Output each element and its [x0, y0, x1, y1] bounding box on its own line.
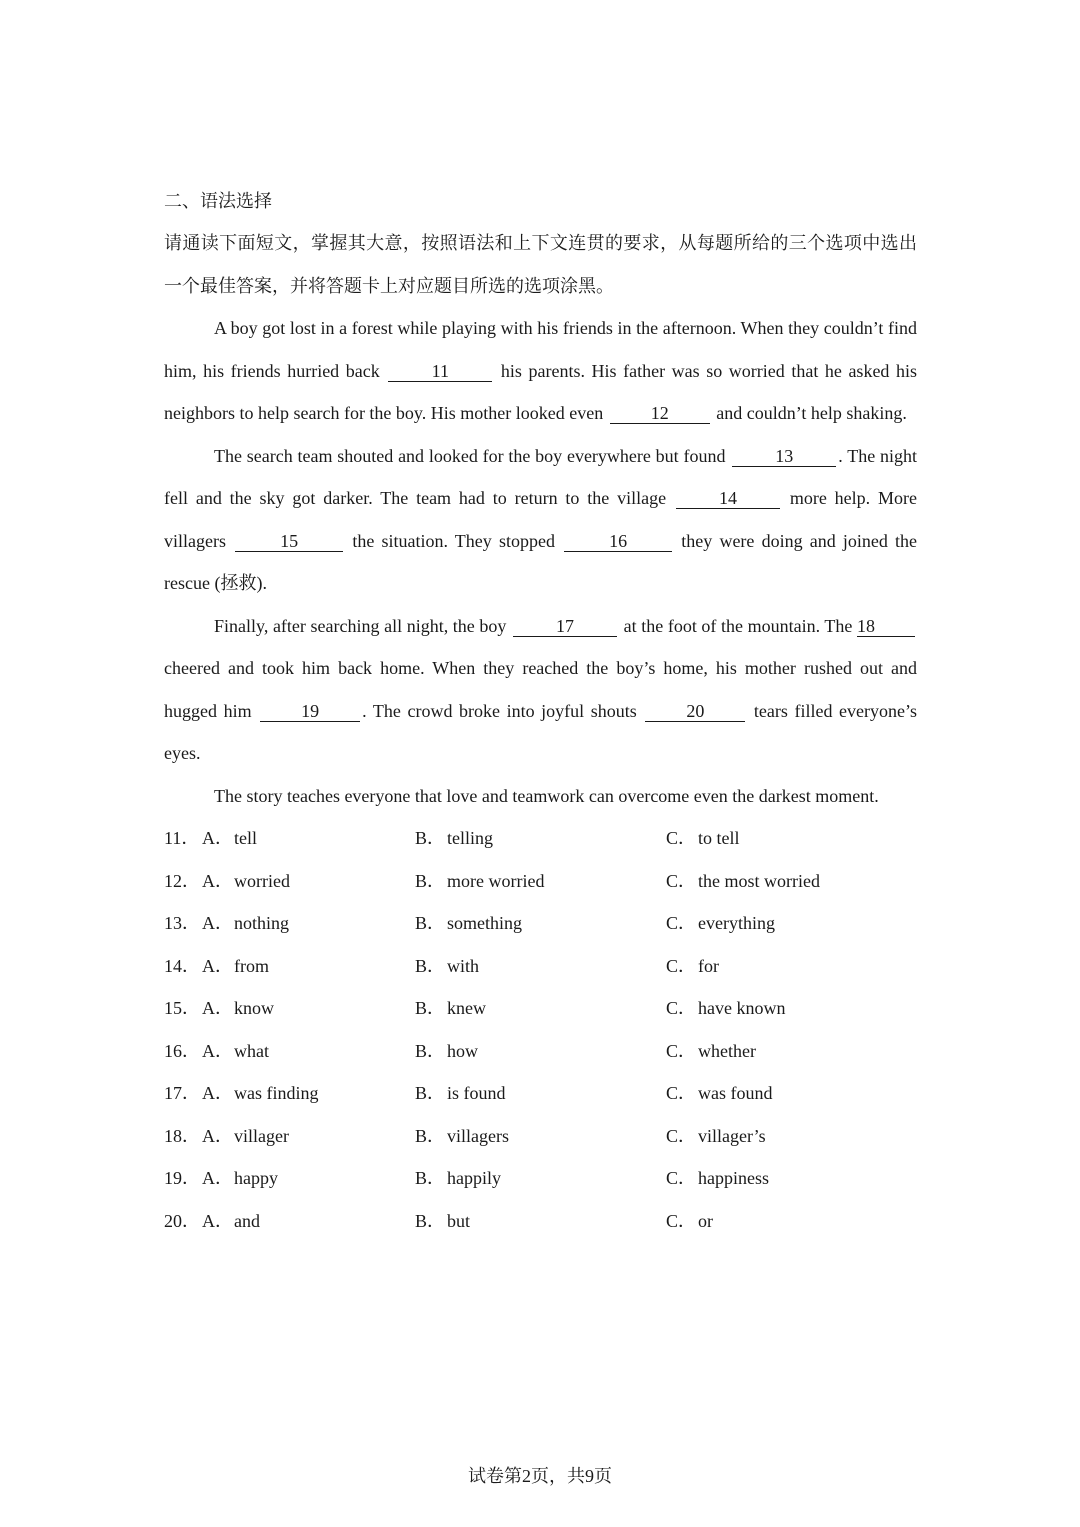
question-number: 19． — [164, 1168, 200, 1188]
question-number: 16． — [164, 1040, 200, 1061]
option-c: happiness — [698, 1168, 769, 1188]
option-c: was found — [698, 1083, 773, 1103]
question-row — [164, 945, 917, 988]
option-letter-c: C． — [666, 1125, 697, 1146]
option-b: more worried — [447, 870, 545, 891]
option-letter-c: C． — [666, 870, 697, 891]
passage-text: the situation. They stopped — [352, 530, 555, 551]
question-number: 18． — [164, 1125, 200, 1146]
option-a: know — [234, 998, 274, 1018]
blank-12: 12 — [610, 403, 710, 424]
passage-paragraph-1 — [164, 307, 917, 435]
blank-20: 20 — [645, 701, 745, 722]
option-letter-b: B． — [415, 1168, 446, 1188]
question-number: 14． — [164, 955, 200, 976]
passage-text: Finally, after searching all night, the boy — [214, 615, 507, 636]
blank-19: 19 — [260, 701, 360, 722]
blank-11: 11 — [388, 361, 492, 382]
question-row — [164, 1157, 917, 1200]
question-row — [164, 1200, 917, 1243]
option-letter-a: A． — [202, 828, 233, 848]
option-c: to tell — [698, 828, 740, 848]
passage-text: cheered and took him back home. When they reached the boy’s home, his mother rushed out and hugged him — [164, 658, 917, 721]
question-row — [164, 817, 917, 860]
option-c: everything — [698, 913, 775, 933]
option-letter-a: A． — [202, 1210, 233, 1231]
question-number: 15． — [164, 998, 200, 1018]
option-letter-c: C． — [666, 828, 697, 848]
blank-16: 16 — [564, 531, 672, 552]
blank-18: 18 — [857, 616, 915, 637]
option-letter-c: C． — [666, 913, 697, 933]
option-letter-c: C． — [666, 1040, 697, 1061]
question-row — [164, 1115, 917, 1158]
option-b: is found — [447, 1083, 506, 1103]
passage-text: and couldn’t help shaking. — [716, 403, 907, 423]
section-instructions: 请通读下面短文，掌握其大意，按照语法和上下文连贯的要求，从每题所给的三个选项中选出一个最佳答案，并将答题卡上对应题目所选的选项涂黑。 — [164, 233, 917, 296]
question-number: 12． — [164, 870, 200, 891]
option-c: whether — [698, 1040, 756, 1061]
option-letter-b: B． — [415, 828, 446, 848]
option-c: or — [698, 1210, 713, 1231]
question-number: 20． — [164, 1210, 200, 1231]
option-b: happily — [447, 1168, 501, 1188]
blank-17: 17 — [513, 616, 617, 637]
option-letter-b: B． — [415, 913, 446, 933]
option-letter-a: A． — [202, 1040, 233, 1061]
option-c: for — [698, 955, 719, 976]
option-c: villager’s — [698, 1125, 766, 1146]
option-letter-a: A． — [202, 870, 233, 891]
passage-paragraph-3 — [164, 605, 917, 775]
option-b: villagers — [447, 1125, 509, 1146]
option-letter-c: C． — [666, 1210, 697, 1231]
question-number: 13． — [164, 913, 200, 933]
passage-text: . The night fell and the sky got darker. The team had to return to the village — [164, 445, 917, 508]
passage-text: A boy got lost in a forest while playing with his friends in the afternoon. When they couldn’t find him, his friends hurried back — [164, 318, 917, 381]
option-a: was finding — [234, 1083, 319, 1103]
option-letter-c: C． — [666, 1083, 697, 1103]
option-letter-a: A． — [202, 1168, 233, 1188]
exam-page — [164, 180, 917, 1242]
option-letter-a: A． — [202, 998, 233, 1018]
option-b: but — [447, 1210, 471, 1231]
option-letter-a: A． — [202, 955, 233, 976]
option-letter-a: A． — [202, 1125, 233, 1146]
blank-15: 15 — [235, 531, 343, 552]
option-letter-b: B． — [415, 1040, 446, 1061]
page-footer: 试卷第2页，共9页 — [468, 1466, 612, 1486]
option-letter-b: B． — [415, 955, 446, 976]
passage-text: tears filled everyone’s eyes. — [164, 700, 918, 763]
option-letter-b: B． — [415, 1083, 446, 1103]
option-letter-b: B． — [415, 1125, 446, 1146]
passage-text: his parents. His father was so worried that he asked his neighbors to help search for the boy. His mother looked even — [164, 360, 918, 423]
option-b: something — [447, 913, 522, 933]
option-letter-c: C． — [666, 955, 697, 976]
option-letter-c: C． — [666, 998, 697, 1018]
question-row — [164, 1072, 917, 1115]
section-title: 二、语法选择 — [164, 191, 272, 211]
option-b: with — [447, 955, 480, 976]
option-letter-b: B． — [415, 998, 446, 1018]
passage-text: more help. More villagers — [164, 488, 918, 551]
question-row — [164, 987, 917, 1030]
passage-text: at the foot of the mountain. The — [623, 615, 853, 636]
option-letter-b: B． — [415, 870, 446, 891]
blank-13: 13 — [732, 446, 836, 467]
option-a: what — [234, 1040, 269, 1061]
passage-text: they were doing and joined the rescue (拯救). — [164, 530, 918, 593]
question-list — [164, 817, 917, 1242]
option-letter-b: B． — [415, 1210, 446, 1231]
question-row — [164, 860, 917, 903]
option-letter-a: A． — [202, 1083, 233, 1103]
question-row — [164, 902, 917, 945]
option-letter-c: C． — [666, 1168, 697, 1188]
option-a: nothing — [234, 913, 290, 933]
blank-14: 14 — [676, 488, 780, 509]
option-b: knew — [447, 998, 486, 1018]
question-number: 17． — [164, 1083, 200, 1103]
option-a: worried — [234, 870, 290, 891]
option-a: and — [234, 1210, 260, 1231]
option-a: villager — [234, 1125, 289, 1146]
option-b: how — [447, 1040, 478, 1061]
option-b: telling — [447, 828, 493, 848]
question-number: 11． — [164, 828, 200, 848]
passage-paragraph-4: The story teaches everyone that love and teamwork can overcome even the darkest moment. — [214, 785, 879, 806]
passage-text: . The crowd broke into joyful shouts — [362, 700, 637, 721]
passage-paragraph-2 — [164, 435, 917, 605]
option-a: happy — [234, 1168, 278, 1188]
option-a: tell — [234, 828, 257, 848]
passage-text: The search team shouted and looked for the boy everywhere but found — [214, 445, 726, 466]
option-letter-a: A． — [202, 913, 233, 933]
option-c: the most worried — [698, 870, 820, 891]
option-c: have known — [698, 998, 786, 1018]
option-a: from — [234, 955, 269, 976]
question-row — [164, 1030, 917, 1073]
